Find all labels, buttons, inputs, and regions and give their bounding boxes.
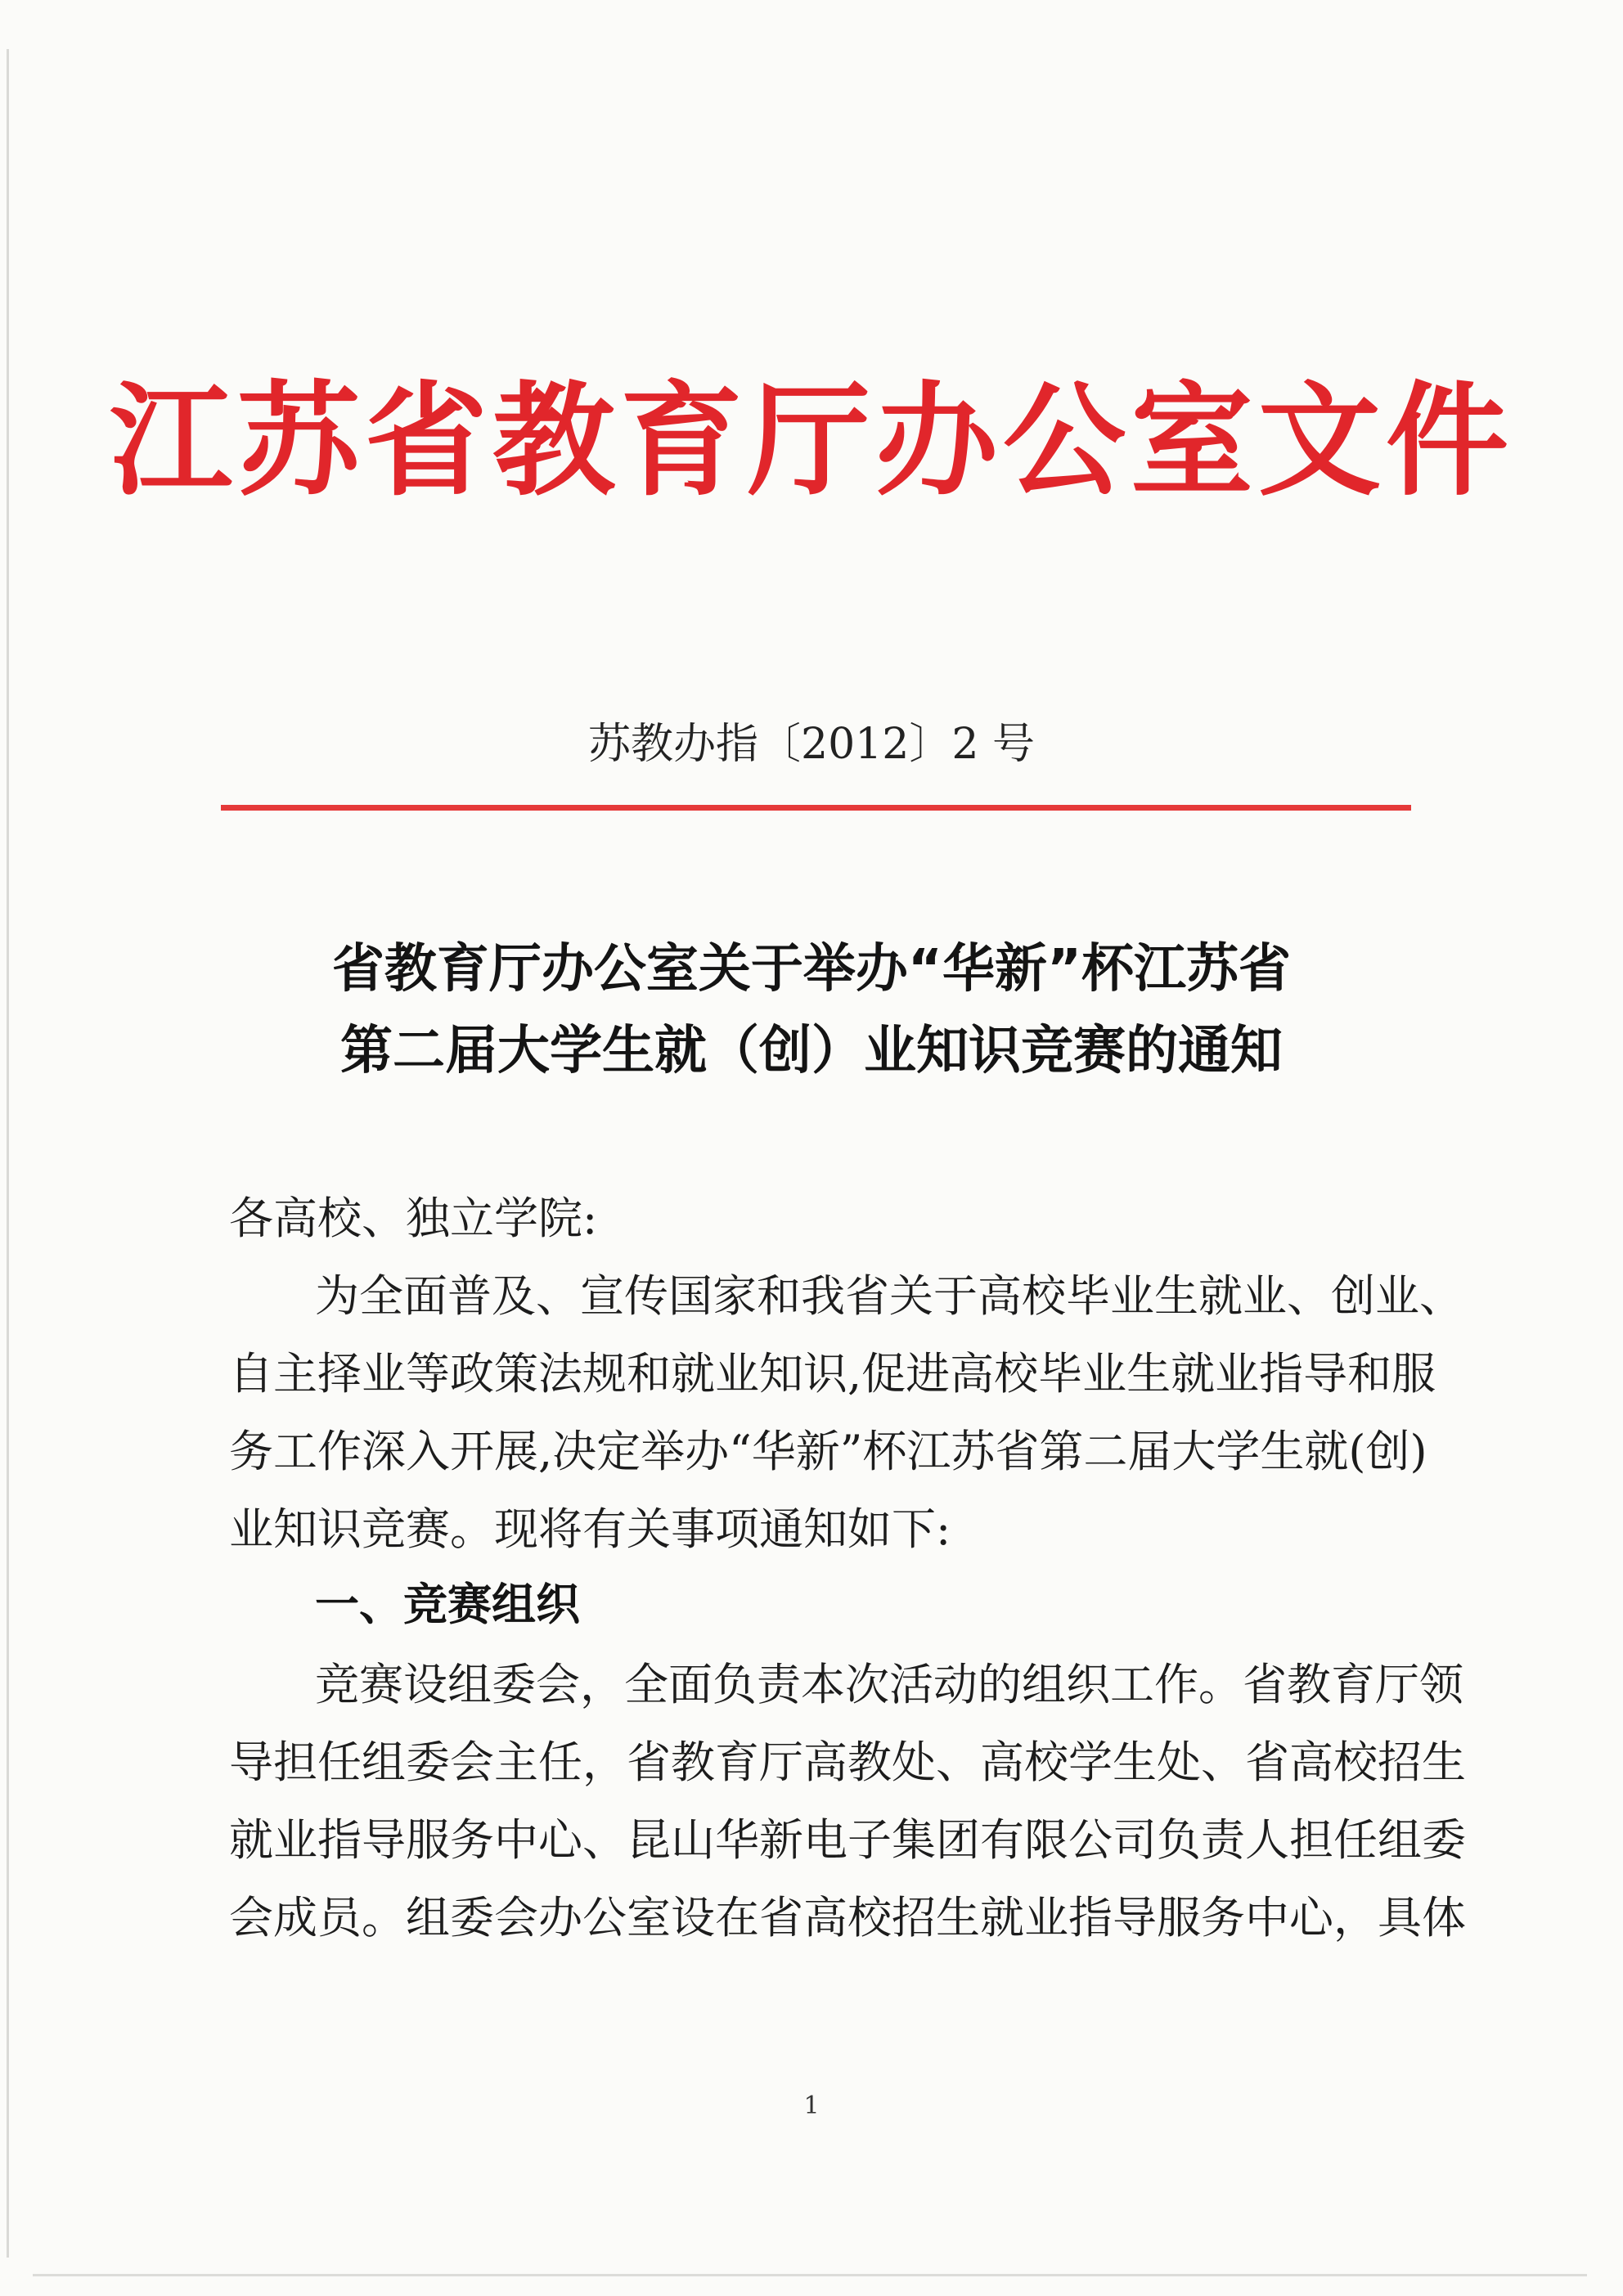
notice-title-line-1: 省教育厅办公室关于举办“华新”杯江苏省 bbox=[331, 939, 1292, 1000]
salutation: 各高校、独立学院: bbox=[229, 1193, 598, 1244]
paragraph-1-line-1: 为全面普及、宣传国家和我省关于高校毕业生就业、创业、 bbox=[315, 1270, 1463, 1322]
paragraph-1-line-4: 业知识竞赛。现将有关事项通知如下: bbox=[229, 1503, 951, 1555]
scan-edge-bottom bbox=[33, 2274, 1587, 2276]
document-number: 苏教办指〔2012〕2 号 bbox=[588, 720, 1035, 769]
notice-title-line-2: 第二届大学生就（创）业知识竞赛的通知 bbox=[340, 1021, 1283, 1081]
paragraph-2-line-1: 竞赛设组委会，全面负责本次活动的组织工作。省教育厅领 bbox=[315, 1659, 1463, 1710]
red-divider-rule bbox=[221, 805, 1411, 811]
page-number: 1 bbox=[803, 2092, 820, 2120]
paragraph-1-line-2: 自主择业等政策法规和就业知识,促进高校毕业生就业指导和服 bbox=[229, 1348, 1436, 1400]
agency-header-title: 江苏省教育厅办公室文件 bbox=[109, 371, 1513, 513]
paragraph-2-line-4: 会成员。组委会办公室设在省高校招生就业指导服务中心，具体 bbox=[229, 1892, 1466, 1943]
section-heading-competition-organization: 一、竞赛组织 bbox=[315, 1579, 580, 1630]
paragraph-2-line-2: 导担任组委会主任，省教育厅高教处、高校学生处、省高校招生 bbox=[229, 1737, 1466, 1788]
paragraph-1-line-3: 务工作深入开展,决定举办“华新”杯江苏省第二届大学生就(创) bbox=[229, 1426, 1427, 1477]
paragraph-2-line-3: 就业指导服务中心、昆山华新电子集团有限公司负责人担任组委 bbox=[229, 1814, 1466, 1866]
